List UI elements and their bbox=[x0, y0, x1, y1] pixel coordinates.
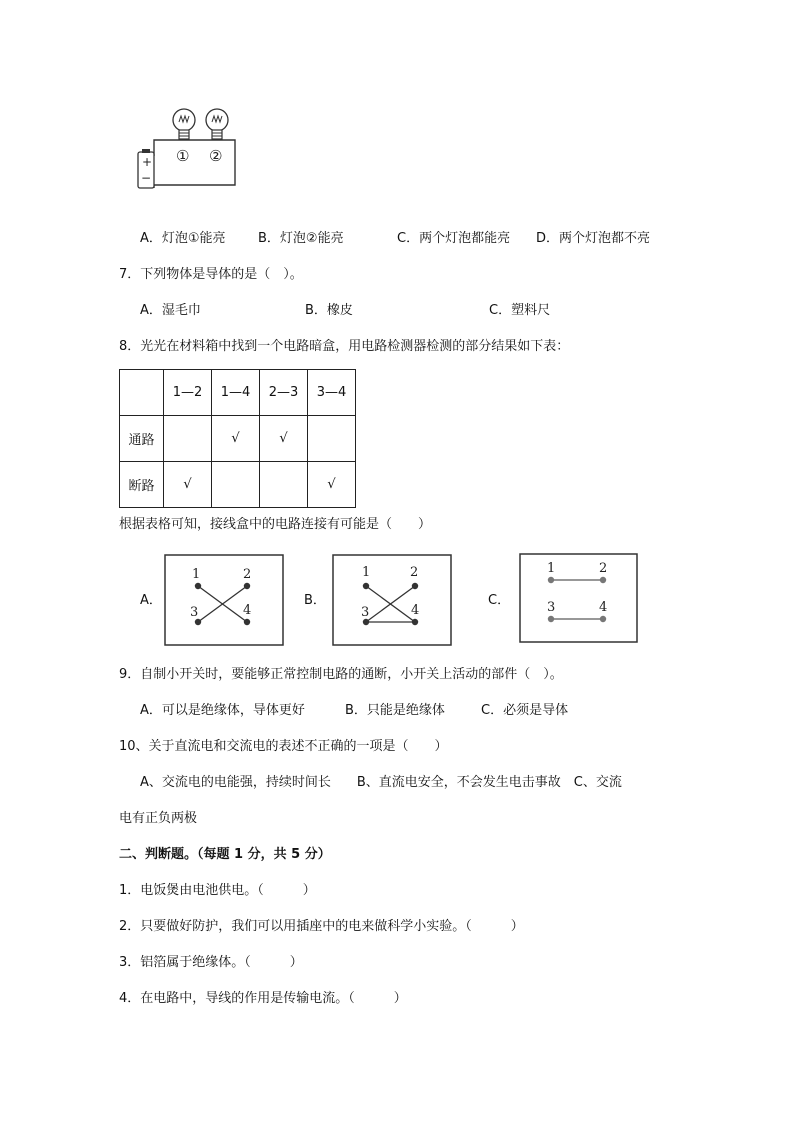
q8-option-c-label: C． bbox=[488, 593, 511, 608]
terminal-4-label: 4 bbox=[599, 600, 608, 615]
q10-stem: 10、关于直流电和交流电的表述不正确的一项是（ ） bbox=[119, 739, 448, 754]
judge-item-1: 1．电饭煲由电池供电。（ ） bbox=[119, 883, 316, 898]
terminal-4-label: 4 bbox=[243, 603, 252, 618]
table-cell bbox=[164, 416, 212, 462]
q9-option-a: A．可以是绝缘体，导体更好 bbox=[140, 703, 305, 718]
table-header-row bbox=[120, 370, 356, 416]
table-cell: √ bbox=[164, 462, 212, 508]
terminal-4-label: 4 bbox=[411, 603, 420, 618]
q8-option-a-diagram bbox=[164, 554, 284, 646]
bulb-2-label: ② bbox=[209, 147, 223, 165]
q9-option-c: C．必须是导体 bbox=[481, 703, 569, 718]
table-cell: 通路 bbox=[120, 416, 164, 462]
battery-minus-sign: − bbox=[141, 171, 152, 185]
terminal-3-label: 3 bbox=[361, 605, 370, 620]
judge-item-3: 3．铝箔属于绝缘体。（ ） bbox=[119, 955, 303, 970]
terminal-3-label: 3 bbox=[547, 600, 556, 615]
bulb-2-icon bbox=[206, 109, 228, 139]
q8-option-c-diagram bbox=[519, 553, 638, 643]
detection-result-table bbox=[119, 369, 356, 508]
table-cell: 断路 bbox=[120, 462, 164, 508]
table-cell: √ bbox=[260, 416, 308, 462]
judge-item-4: 4．在电路中，导线的作用是传输电流。（ ） bbox=[119, 991, 407, 1006]
q6-option-d: D．两个灯泡都不亮 bbox=[536, 231, 651, 246]
q8-option-b-label: B． bbox=[304, 593, 326, 608]
q9-stem: 9．自制小开关时，要能够正常控制电路的通断，小开关上活动的部件（ ）。 bbox=[119, 667, 563, 682]
terminal-1-label: 1 bbox=[362, 565, 371, 580]
table-header-cell: 2—3 bbox=[260, 370, 308, 416]
terminal-1-label: 1 bbox=[192, 567, 201, 582]
table-cell: √ bbox=[308, 462, 356, 508]
terminal-2-label: 2 bbox=[599, 561, 608, 576]
q6-option-c: C．两个灯泡都能亮 bbox=[397, 231, 511, 246]
circuit-diagram bbox=[128, 100, 243, 192]
table-cell: √ bbox=[212, 416, 260, 462]
q8-followup: 根据表格可知，接线盒中的电路连接有可能是（ ） bbox=[119, 517, 432, 532]
q9-option-b: B．只能是绝缘体 bbox=[345, 703, 445, 718]
table-cell bbox=[212, 462, 260, 508]
terminal-2-label: 2 bbox=[410, 565, 419, 580]
q8-option-a-label: A． bbox=[140, 593, 162, 608]
terminal-3-label: 3 bbox=[190, 605, 199, 620]
q10-options-line1: A、交流电的电能强，持续时间长 B、直流电安全，不会发生电击事故 C、交流 bbox=[140, 775, 622, 790]
table-header-cell: 1—4 bbox=[212, 370, 260, 416]
q7-stem: 7．下列物体是导体的是（ ）。 bbox=[119, 267, 303, 282]
q7-option-a: A．湿毛巾 bbox=[140, 303, 201, 318]
battery-icon bbox=[138, 149, 154, 188]
bulb-1-label: ① bbox=[176, 147, 190, 165]
table-header-cell bbox=[120, 370, 164, 416]
bulb-1-icon bbox=[173, 109, 195, 139]
table-header-cell: 1—2 bbox=[164, 370, 212, 416]
terminal-2-label: 2 bbox=[243, 567, 252, 582]
table-header-cell: 3—4 bbox=[308, 370, 356, 416]
table-row bbox=[120, 462, 356, 508]
circuit-wires bbox=[154, 140, 235, 188]
table-cell bbox=[308, 416, 356, 462]
judge-item-2: 2．只要做好防护，我们可以用插座中的电来做科学小实验。（ ） bbox=[119, 919, 524, 934]
q7-option-c: C．塑料尺 bbox=[489, 303, 551, 318]
q6-option-b: B．灯泡②能亮 bbox=[258, 231, 344, 246]
q6-option-a: A．灯泡①能亮 bbox=[140, 231, 226, 246]
section-2-title: 二、判断题。（每题 1 分，共 5 分） bbox=[119, 847, 331, 862]
q8-stem: 8．光光在材料箱中找到一个电路暗盒，用电路检测器检测的部分结果如下表： bbox=[119, 339, 570, 354]
terminal-1-label: 1 bbox=[547, 561, 556, 576]
q8-option-b-diagram bbox=[332, 554, 452, 646]
table-row bbox=[120, 416, 356, 462]
table-cell bbox=[260, 462, 308, 508]
q7-option-b: B．橡皮 bbox=[305, 303, 353, 318]
battery-plus-sign: + bbox=[142, 155, 153, 169]
q10-options-line2: 电有正负两极 bbox=[119, 811, 198, 826]
